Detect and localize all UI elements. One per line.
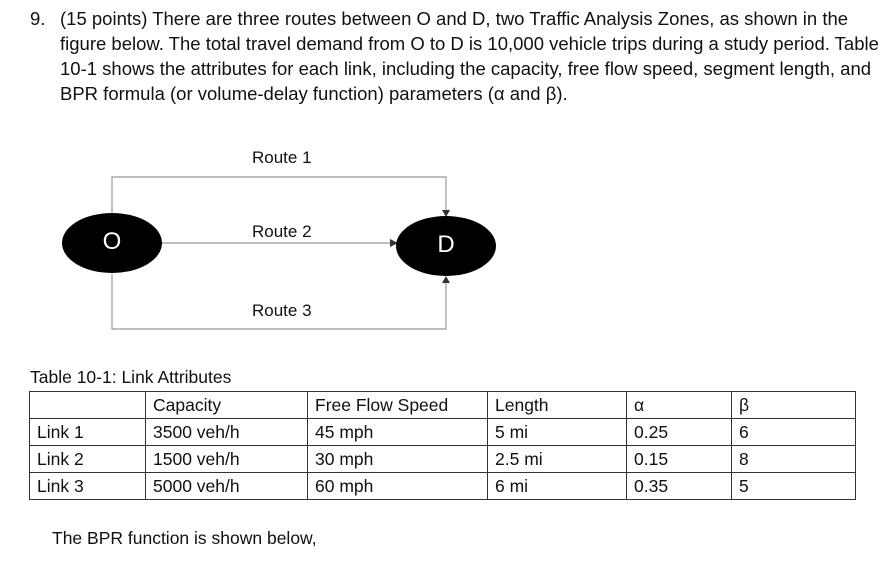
table-cell: 6 mi	[488, 473, 627, 500]
table-cell: 2.5 mi	[488, 446, 627, 473]
table-cell: 0.35	[627, 473, 732, 500]
table-cell: Link 3	[30, 473, 146, 500]
table-cell: 45 mph	[308, 419, 488, 446]
header-cell: Length	[488, 392, 627, 419]
table-cell: 1500 veh/h	[146, 446, 308, 473]
table-row	[30, 473, 856, 500]
table-cell: 0.15	[627, 446, 732, 473]
origin-label: O	[102, 228, 122, 255]
table-header-row	[30, 392, 856, 419]
table-cell: 30 mph	[308, 446, 488, 473]
table-cell: 8	[732, 446, 856, 473]
table-row	[30, 419, 856, 446]
table-row	[30, 446, 856, 473]
header-cell	[30, 392, 146, 419]
route-2-label: Route 2	[252, 222, 312, 241]
route-1-arrowhead	[442, 210, 450, 217]
table-title: Table 10-1: Link Attributes	[30, 367, 232, 387]
header-cell: α	[627, 392, 732, 419]
header-cell: β	[732, 392, 856, 419]
table-cell: 3500 veh/h	[146, 419, 308, 446]
route-1-label: Route 1	[252, 148, 312, 167]
route-1-line	[112, 177, 446, 213]
question-number: 9.	[30, 8, 46, 29]
route-3-label: Route 3	[252, 301, 312, 320]
table-cell: Link 1	[30, 419, 146, 446]
table-cell: 60 mph	[308, 473, 488, 500]
destination-label: D	[437, 231, 455, 258]
table-cell: 5 mi	[488, 419, 627, 446]
table-cell: 0.25	[627, 419, 732, 446]
header-cell: Capacity	[146, 392, 308, 419]
table-cell: Link 2	[30, 446, 146, 473]
table-cell: 5000 veh/h	[146, 473, 308, 500]
route-3-arrowhead	[442, 276, 450, 283]
header-cell: Free Flow Speed	[308, 392, 488, 419]
table-cell: 5	[732, 473, 856, 500]
table-cell: 6	[732, 419, 856, 446]
bpr-intro-text: The BPR function is shown below,	[52, 528, 317, 548]
link-attributes-table	[29, 391, 856, 500]
question-text: (15 points) There are three routes between O and D, two Traffic Analysis Zones, as shown in the figure below. The total travel demand from O to D is 10,000 vehicle trips during a study period. Table 10-1 shows the attributes for each link, including the capacity, free flow speed, segment length, and BPR formula (or volume-delay function) parameters (α and β).	[60, 8, 879, 104]
